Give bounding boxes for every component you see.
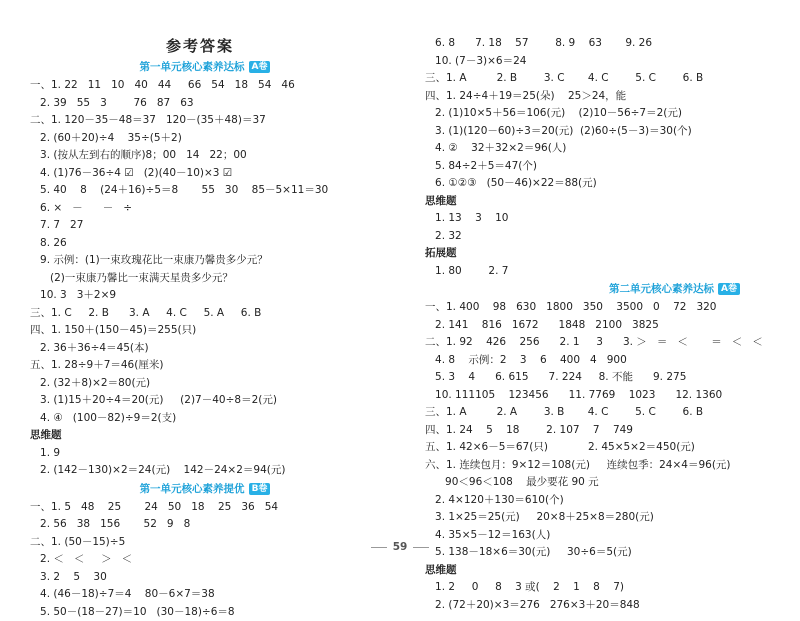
subsection-title: 思维题: [425, 193, 780, 211]
answer-line: 90＜96＜108 最少要花 90 元: [425, 474, 780, 492]
answer-line: 2. (142－130)×2＝24(元) 142－24×2＝94(元): [30, 462, 380, 480]
answer-line: 2. 36＋36÷4＝45(本): [30, 340, 380, 358]
subsection-title: 拓展题: [425, 245, 780, 263]
answer-line: 8. 26: [30, 235, 380, 253]
answer-line: 6. 8 7. 18 57 8. 9 63 9. 26: [425, 35, 780, 53]
answer-line: 10. 111105 123456 11. 7769 1023 12. 1360: [425, 387, 780, 405]
answer-line: 5. 138－18×6＝30(元) 30÷6＝5(元): [425, 544, 780, 562]
answer-line: 1. 9: [30, 445, 380, 463]
answer-line: 1. 2 0 8 3 或( 2 1 8 7): [425, 579, 780, 597]
answer-line: 4. (1)76－36÷4 ☑ (2)(40－10)×3 ☑: [30, 165, 380, 183]
answer-line: 2. 56 38 156 52 9 8: [30, 516, 380, 534]
answer-line: 一、1. 22 11 10 40 44 66 54 18 54 46: [30, 77, 380, 95]
section-heading: [30, 480, 380, 499]
answer-line: 5. 50－(18－27)＝10 (30－18)÷6＝8: [30, 604, 380, 621]
answer-line: 4. 35×5－12＝163(人): [425, 527, 780, 545]
answer-line: 2. 39 55 3 76 87 63: [30, 95, 380, 113]
answer-line: 二、1. (50－15)÷5: [30, 534, 380, 552]
answer-line: 2. (72＋20)×3＝276 276×3＋20＝848: [425, 597, 780, 615]
answer-line: 一、1. 5 48 25 24 50 18 25 36 54: [30, 499, 380, 517]
answer-line: 二、1. 92 426 256 2. 1 3 3. ＞ ＝ ＜ ＝ ＜ ＜: [425, 334, 780, 352]
answer-line: 三、1. C 2. B 3. A 4. C 5. A 6. B: [30, 305, 380, 323]
answer-line: 5. 40 8 (24＋16)÷5＝8 55 30 85－5×11＝30: [30, 182, 380, 200]
page-title: 参考答案: [0, 35, 400, 56]
answer-line: 四、1. 24 5 18 2. 107 7 749: [425, 422, 780, 440]
answer-line: 3. (1)15＋20÷4＝20(元) (2)7－40÷8＝2(元): [30, 392, 380, 410]
answer-line: (2)一束康乃馨比一束满天星贵多少元？: [30, 270, 380, 288]
answer-line: 5. 84÷2＋5＝47(个): [425, 158, 780, 176]
answer-line: 9. 示例：(1)一束玫瑰花比一束康乃馨贵多少元？: [30, 252, 380, 270]
answer-line: 4. (46－18)÷7＝4 80－6×7＝38: [30, 586, 380, 604]
left-column: [30, 58, 380, 621]
answer-line: 3. (1)(120－60)÷3＝20(元) (2)60÷(5－3)＝30(个): [425, 123, 780, 141]
answer-line: 10. (7－3)×6＝24: [425, 53, 780, 71]
page-number: 59: [0, 541, 800, 553]
answer-line: 六、1. 连续包月：9×12＝108(元) 连续包季：24×4＝96(元): [425, 457, 780, 475]
answer-line: 三、1. A 2. A 3. B 4. C 5. C 6. B: [425, 404, 780, 422]
answer-line: 5. 3 4 6. 615 7. 224 8. 不能 9. 275: [425, 369, 780, 387]
answer-line: 4. 8 示例：2 3 6 400 4 900: [425, 352, 780, 370]
answer-line: 2. 32: [425, 228, 780, 246]
answer-line: 6. × － － ÷: [30, 200, 380, 218]
answer-line: 1. 13 3 10: [425, 210, 780, 228]
answer-line: 二、1. 120－35－48＝37 120－(35＋48)＝37: [30, 112, 380, 130]
answer-line: 2. (32＋8)×2＝80(元): [30, 375, 380, 393]
answer-line: 4. ④ (100－82)÷9＝2(支): [30, 410, 380, 428]
right-column: [425, 35, 780, 614]
answer-line: 2. (1)10×5＋56＝106(元) (2)10－56÷7＝2(元): [425, 105, 780, 123]
answer-line: 1. 80 2. 7: [425, 263, 780, 281]
answer-line: 五、1. 28÷9＋7＝46(厘米): [30, 357, 380, 375]
section-heading-text: 第二单元核心素养达标: [609, 283, 714, 295]
section-badge: A卷: [249, 61, 271, 73]
section-heading-text: 第一单元核心素养达标: [140, 61, 245, 73]
section-heading-text: 第一单元核心素养提优: [140, 483, 245, 495]
subsection-title: 思维题: [30, 427, 380, 445]
answer-line: 7. 7 27: [30, 217, 380, 235]
section-heading: [30, 58, 380, 77]
section-badge: B卷: [249, 483, 271, 495]
answer-line: 2. 4×120＋130＝610(个): [425, 492, 780, 510]
answer-line: 2. 141 816 1672 1848 2100 3825: [425, 317, 780, 335]
answer-line: 2. ＜ ＜ ＞ ＜: [30, 551, 380, 569]
answer-line: 三、1. A 2. B 3. C 4. C 5. C 6. B: [425, 70, 780, 88]
answer-line: 一、1. 400 98 630 1800 350 3500 0 72 320: [425, 299, 780, 317]
answer-line: 10. 3 3＋2×9: [30, 287, 380, 305]
subsection-title: 思维题: [425, 562, 780, 580]
section-heading: [425, 280, 780, 299]
answer-line: 3. 1×25＝25(元) 20×8＋25×8＝280(元): [425, 509, 780, 527]
answer-line: 6. ①②③ (50－46)×22＝88(元): [425, 175, 780, 193]
answer-line: 五、1. 42×6－5＝67(只) 2. 45×5×2＝450(元): [425, 439, 780, 457]
section-badge: A卷: [718, 283, 740, 295]
answer-line: 3. 2 5 30: [30, 569, 380, 587]
answer-line: 2. (60＋20)÷4 35÷(5＋2): [30, 130, 380, 148]
answer-line: 四、1. 150＋(150－45)＝255(只): [30, 322, 380, 340]
answer-line: 3. (按从左到右的顺序)8；00 14 22；00: [30, 147, 380, 165]
answer-line: 4. ② 32＋32×2＝96(人): [425, 140, 780, 158]
answer-line: 四、1. 24÷4＋19＝25(朵) 25＞24，能: [425, 88, 780, 106]
